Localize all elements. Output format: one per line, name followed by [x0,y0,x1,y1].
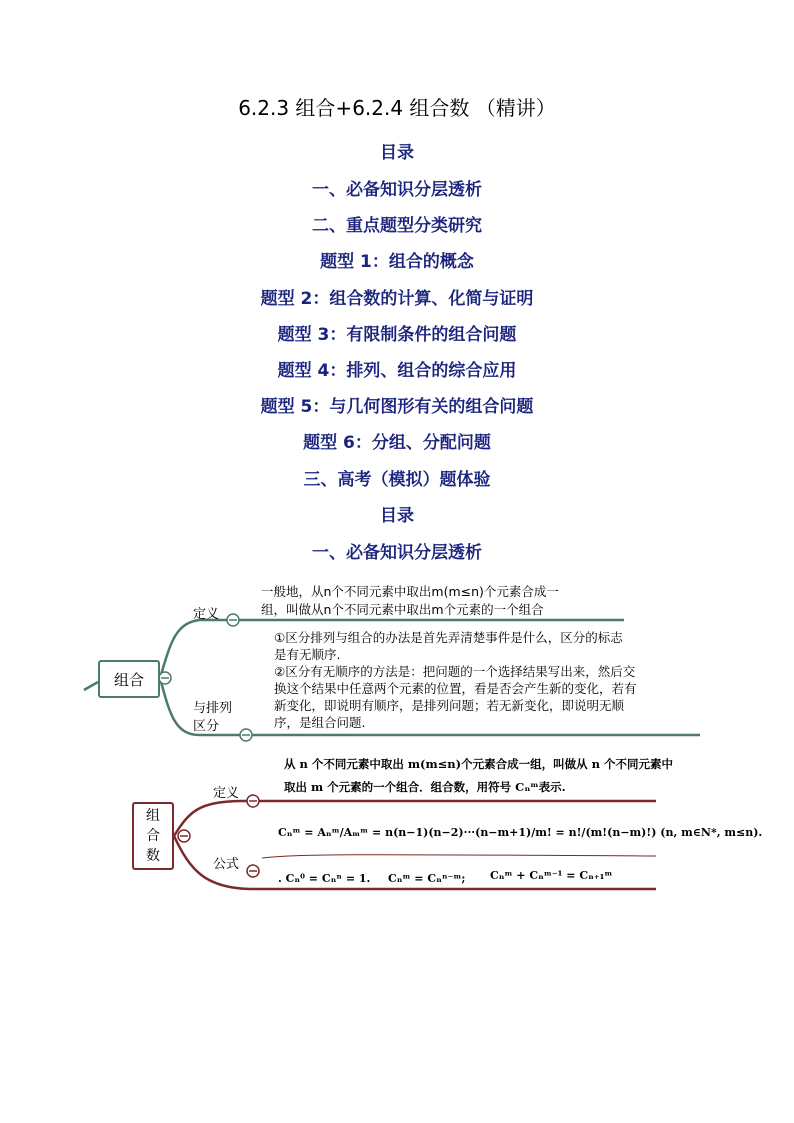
mindmap-2-formula-c: Cₙᵐ + Cₙᵐ⁻¹ = Cₙ₊₁ᵐ [490,869,613,882]
toc-item-type-1[interactable]: 题型 1：组合的概念 [320,252,474,272]
mindmap-2-branch-definition: 定义 [213,786,240,801]
toc-item-2[interactable]: 二、重点题型分类研究 [312,216,482,236]
toc-item-type-4[interactable]: 题型 4：排列、组合的综合应用 [277,361,517,381]
toc-heading: 目录 [380,143,414,163]
mindmap-2-root-char-1: 组 [146,808,160,824]
mindmap-2-root [132,802,174,870]
mindmap-1-branch-definition: 定义 [193,607,220,622]
mindmap-1-definition-line-1: 一般地，从n个不同元素中取出m(m≤n)个元素合成一 [261,584,559,599]
toc-item-type-3[interactable]: 题型 3：有限制条件的组合问题 [277,325,517,345]
mindmap-1-distinguish-line-4: 换这个结果中任意两个元素的位置，看是否会产生新的变化，若有 [274,681,637,696]
mindmap-1-distinguish-line-2: 是有无顺序. [274,647,341,662]
mindmap-2-branch-formula: 公式 [213,857,240,872]
mindmap-1-definition-line-2: 组，叫做从n个不同元素中取出m个元素的一个组合 [261,602,544,617]
mindmap-2-formula-b: Cₙᵐ = Cₙⁿ⁻ᵐ; [388,872,466,885]
toc-item-type-5[interactable]: 题型 5：与几何图形有关的组合问题 [260,397,534,417]
toc-item-type-2[interactable]: 题型 2：组合数的计算、化简与证明 [260,289,534,309]
toc-item-3[interactable]: 三、高考（模拟）题体验 [303,470,491,490]
mindmap-1-root: 组合 [98,660,160,698]
toc-item-1[interactable]: 一、必备知识分层透析 [312,180,482,200]
mindmap-2-definition-line-1: 从 n 个不同元素中取出 m(m≤n)个元素合成一组，叫做从 n 个不同元素中 [284,757,673,771]
page-title: 6.2.3 组合+6.2.4 组合数 （精讲） [238,96,556,120]
mindmap-2-formula-a: . Cₙ⁰ = Cₙⁿ = 1. [278,872,371,885]
section-title: 一、必备知识分层透析 [312,543,482,563]
mindmap-2-definition-line-2: 取出 m 个元素的一个组合．组合数，用符号 Cₙᵐ表示. [284,780,566,794]
mindmap-2-formula-main: Cₙᵐ = Aₙᵐ/Aₘᵐ = n(n−1)(n−2)···(n−m+1)/m! = n!/(m!(n−m)!) (n, m∈N*, m≤n). [278,826,763,839]
mindmap-1-distinguish-line-6: 序，是组合问题. [274,715,366,730]
section-heading: 目录 [380,506,414,526]
mindmap-1-branch-distinguish-1: 与排列 [193,701,233,716]
mindmap-1-distinguish-line-3: ②区分有无顺序的方法是：把问题的一个选择结果写出来，然后交 [274,664,636,679]
mindmap-2-root-char-3: 数 [146,848,160,864]
toc-item-type-6[interactable]: 题型 6：分组、分配问题 [303,433,491,453]
mindmap-2-root-char-2: 合 [146,828,160,844]
mindmap-1-distinguish-line-1: ①区分排列与组合的办法是首先弄清楚事件是什么，区分的标志 [274,630,623,645]
mindmap-1-branch-distinguish-2: 区分 [193,719,220,734]
mindmap-1-distinguish-line-5: 新变化，即说明有顺序，是排列问题；若无新变化，即说明无顺 [274,698,625,713]
